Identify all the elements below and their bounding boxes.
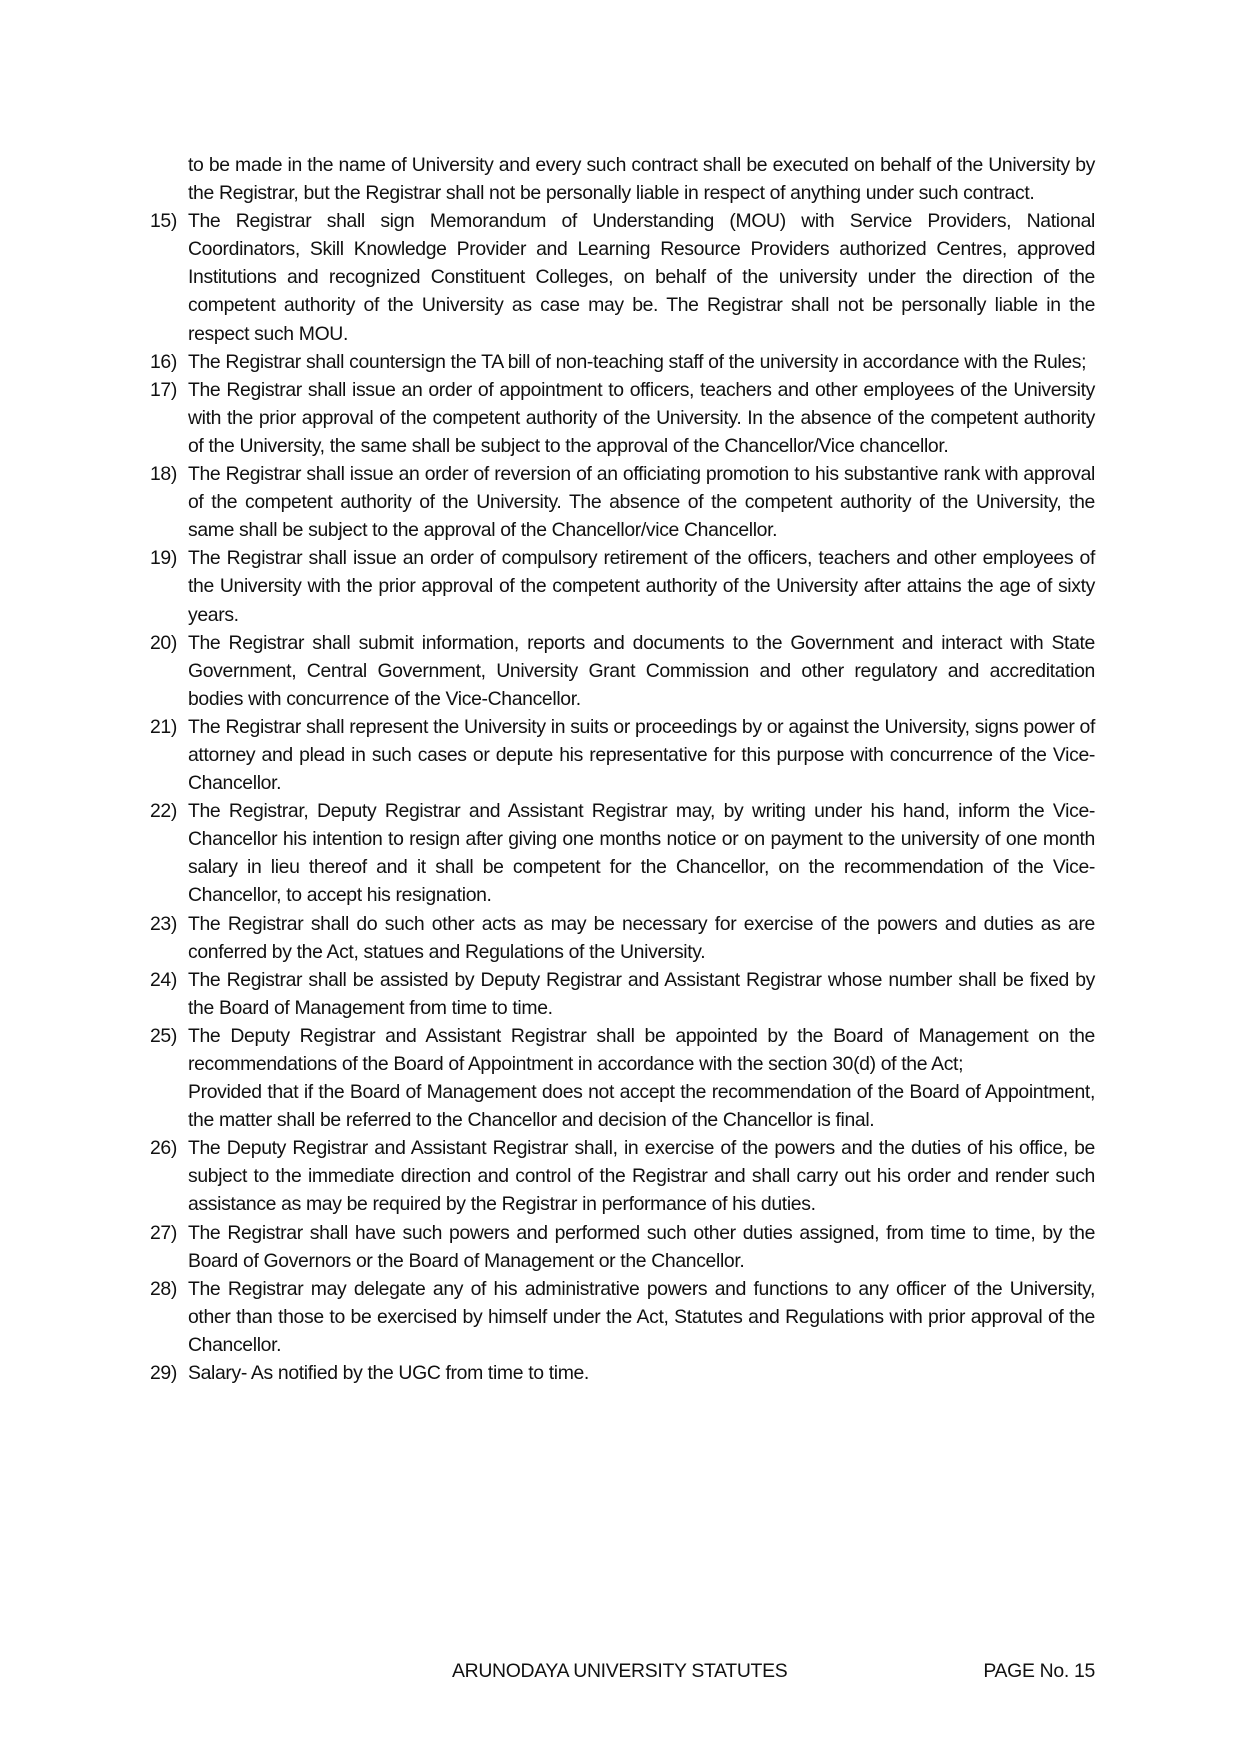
item-text: The Registrar shall do such other acts as may be necessary for exercise of the powers and duties as are conferred by the Act, statues and Regulations of the University. (188, 912, 1095, 963)
footer-title: ARUNODAYA UNIVERSITY STATUTES (452, 1660, 788, 1682)
item-number: 20) (150, 631, 177, 654)
item-number: 26) (150, 1137, 177, 1160)
continuation-paragraph: to be made in the name of University and every such contract shall be executed on behalf of the University by the Registrar, but the Registrar shall not be personally liable in respect of anything under such contract. (188, 154, 1095, 205)
list-item-22 (150, 797, 1095, 909)
list-item-19 (150, 544, 1095, 628)
item-number: 22) (150, 800, 177, 823)
item-number: 27) (150, 1221, 177, 1244)
list-item-24 (150, 966, 1095, 1022)
item-text: The Registrar shall countersign the TA bill of non-teaching staff of the university in accordance with the Rules; (188, 350, 1087, 373)
item-number: 28) (150, 1277, 177, 1300)
list-item-17 (150, 376, 1095, 460)
item-proviso: Provided that if the Board of Management does not accept the recommendation of the Board of Appointment, the matter shall be referred to the Chancellor and decision of the Chancellor is final. (188, 1081, 1095, 1132)
item-text: The Registrar, Deputy Registrar and Assistant Registrar may, by writing under his hand, inform the Vice-Chancellor his intention to resign after giving one months notice or on payment to the university of one month salary in lieu thereof and it shall be competent for the Chancellor, on the recommendation of the Vice-Chancellor, to accept his resignation. (188, 800, 1095, 907)
item-text: Salary- As notified by the UGC from time to time. (188, 1362, 589, 1385)
list-item-28 (150, 1275, 1095, 1359)
list-item-27 (150, 1219, 1095, 1275)
list-item-18 (150, 460, 1095, 544)
item-number: 19) (150, 547, 177, 570)
list-item-26 (150, 1134, 1095, 1218)
item-text: The Registrar shall issue an order of reversion of an officiating promotion to his substantive rank with approval of the competent authority of the University. The absence of the competent authority of the University, the same shall be subject to the approval of the Chancellor/vice Chancellor. (188, 463, 1095, 542)
item-text: The Registrar shall represent the University in suits or proceedings by or against the University, signs power of attorney and plead in such cases or depute his representative for this purpose with concurrence of the Vice-Chancellor. (188, 715, 1095, 795)
item-text: The Registrar shall sign Memorandum of Understanding (MOU) with Service Providers, National Coordinators, Skill Knowledge Provider and Learning Resource Providers authorized Centres, approved Institutions and recognized Constituent Colleges, on behalf of the university under the direction of the competent authority of the University as case may be. The Registrar shall not be personally liable in the respect such MOU. (188, 210, 1095, 345)
item-text: The Registrar shall submit information, reports and documents to the Government and interact with State Government, Central Government, University Grant Commission and other regulatory and accreditation bodies with concurrence of the Vice-Chancellor. (188, 631, 1095, 710)
item-number: 25) (150, 1024, 177, 1047)
item-text: The Deputy Registrar and Assistant Registrar shall be appointed by the Board of Management on the recommendations of the Board of Appointment in accordance with the section 30(d) of the Act; (188, 1024, 1095, 1075)
item-number: 24) (150, 968, 177, 991)
list-item-29 (150, 1359, 1095, 1387)
item-number: 15) (150, 210, 177, 233)
list-item-23 (150, 910, 1095, 966)
item-number: 18) (150, 463, 177, 486)
list-item-20 (150, 629, 1095, 713)
item-number: 29) (150, 1362, 177, 1385)
item-text: The Registrar shall issue an order of compulsory retirement of the officers, teachers and other employees of the University with the prior approval of the competent authority of the University after attains the age of sixty years. (188, 547, 1095, 626)
item-number: 16) (150, 350, 177, 373)
item-number: 21) (150, 715, 177, 738)
list-item-16 (150, 348, 1095, 376)
item-text: The Registrar shall issue an order of appointment to officers, teachers and other employees of the University with the prior approval of the competent authority of the University. In the absence of the competent authority of the University, the same shall be subject to the approval of the Chancellor/Vice chancellor. (188, 378, 1095, 457)
item-text: The Registrar may delegate any of his administrative powers and functions to any officer of the University, other than those to be exercised by himself under the Act, Statutes and Regulations with prior approval of the Chancellor. (188, 1277, 1095, 1356)
item-text: The Registrar shall have such powers and performed such other duties assigned, from time to time, by the Board of Governors or the Board of Management or the Chancellor. (188, 1221, 1095, 1272)
document-body (150, 151, 1095, 1387)
item-number: 17) (150, 378, 177, 401)
list-item-21 (150, 713, 1095, 797)
item-text: The Registrar shall be assisted by Deputy Registrar and Assistant Registrar whose number shall be fixed by the Board of Management from time to time. (188, 968, 1095, 1019)
item-text: The Deputy Registrar and Assistant Registrar shall, in exercise of the powers and the duties of his office, be subject to the immediate direction and control of the Registrar and shall carry out his order and render such assistance as may be required by the Registrar in performance of his duties. (188, 1137, 1095, 1216)
item-number: 23) (150, 912, 177, 935)
page-number: PAGE No. 15 (983, 1660, 1095, 1682)
list-item-25 (150, 1022, 1095, 1134)
list-item-15 (150, 207, 1095, 347)
